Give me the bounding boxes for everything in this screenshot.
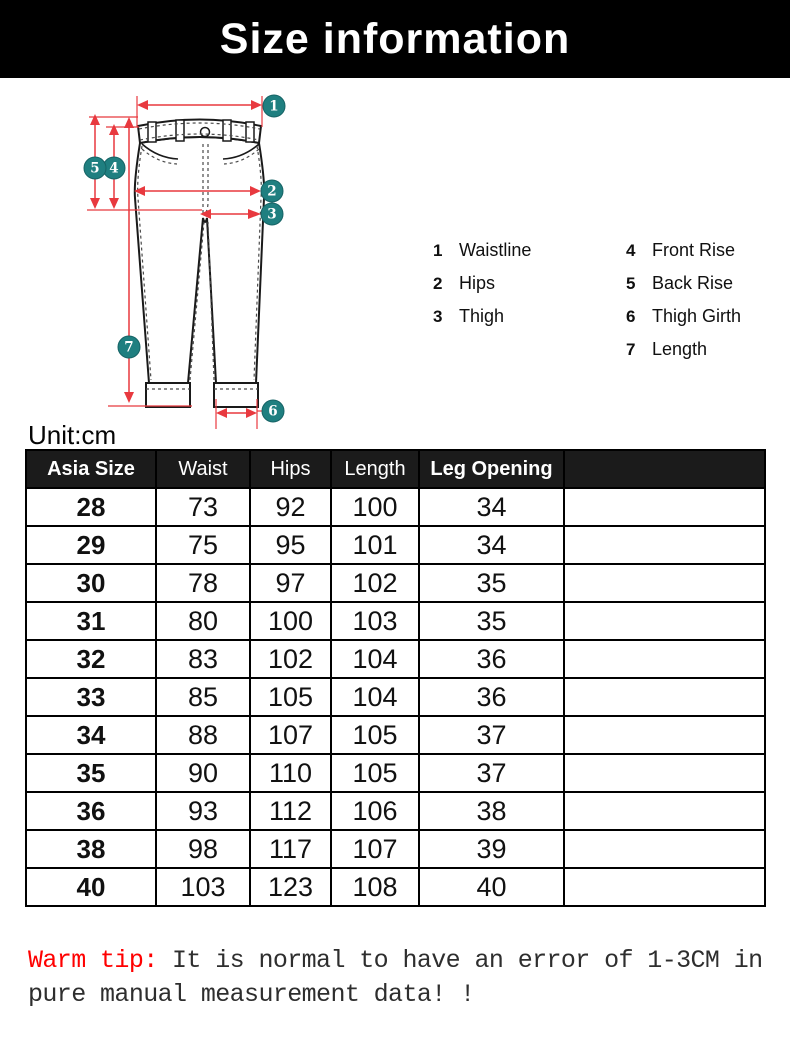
leg-opening-cell: 39 <box>419 830 564 868</box>
warm-tip-line2: pure manual measurement data! ! <box>28 980 475 1009</box>
column-header-empty <box>564 450 765 488</box>
asia-size-cell: 36 <box>26 792 156 830</box>
hips-cell: 97 <box>250 564 331 602</box>
empty-cell <box>564 678 765 716</box>
leg-opening-cell: 37 <box>419 754 564 792</box>
column-header-length: Length <box>331 450 419 488</box>
legend-item-label: Waistline <box>459 240 532 260</box>
size-table-row <box>26 678 765 716</box>
leg-opening-cell: 35 <box>419 602 564 640</box>
size-table-header-row <box>26 450 765 488</box>
size-table <box>25 449 766 907</box>
page-title: Size information <box>219 14 571 63</box>
marker-3 <box>261 203 283 225</box>
warm-tip-line1: It is normal to have an error of 1-3CM in <box>172 946 763 975</box>
length-cell: 101 <box>331 526 419 564</box>
legend-item-number: 5 <box>626 274 636 293</box>
leg-opening-cell: 34 <box>419 488 564 526</box>
legend-item-label: Back Rise <box>652 273 734 293</box>
length-cell: 104 <box>331 640 419 678</box>
empty-cell <box>564 640 765 678</box>
empty-cell <box>564 488 765 526</box>
marker-2 <box>261 180 283 202</box>
asia-size-cell: 28 <box>26 488 156 526</box>
asia-size-cell: 32 <box>26 640 156 678</box>
size-table-body <box>26 488 765 906</box>
asia-size-cell: 33 <box>26 678 156 716</box>
leg-opening-cell: 34 <box>419 526 564 564</box>
legend-item-number: 4 <box>626 241 636 260</box>
marker-1-number: 1 <box>269 98 279 115</box>
legend-item-label: Thigh Girth <box>652 306 742 326</box>
empty-cell <box>564 868 765 906</box>
leg-opening-cell: 36 <box>419 678 564 716</box>
empty-cell <box>564 754 765 792</box>
asia-size-cell: 29 <box>26 526 156 564</box>
length-cell: 108 <box>331 868 419 906</box>
size-table-row <box>26 526 765 564</box>
hips-cell: 112 <box>250 792 331 830</box>
size-table-row <box>26 830 765 868</box>
leg-opening-cell: 37 <box>419 716 564 754</box>
length-cell: 105 <box>331 716 419 754</box>
length-cell: 102 <box>331 564 419 602</box>
asia-size-cell: 31 <box>26 602 156 640</box>
legend-item-number: 1 <box>433 241 443 260</box>
legend-item <box>626 240 741 261</box>
leg-opening-cell: 35 <box>419 564 564 602</box>
waist-cell: 75 <box>156 526 250 564</box>
leg-opening-cell: 36 <box>419 640 564 678</box>
empty-cell <box>564 716 765 754</box>
legend-item <box>433 306 531 327</box>
marker-5-number: 5 <box>90 160 100 177</box>
marker-7-number: 7 <box>124 339 134 356</box>
marker-7 <box>118 336 140 358</box>
asia-size-cell: 40 <box>26 868 156 906</box>
hips-cell: 100 <box>250 602 331 640</box>
marker-5 <box>84 157 106 179</box>
length-cell: 103 <box>331 602 419 640</box>
asia-size-cell: 34 <box>26 716 156 754</box>
hips-cell: 117 <box>250 830 331 868</box>
empty-cell <box>564 526 765 564</box>
asia-size-cell: 38 <box>26 830 156 868</box>
marker-1 <box>263 95 285 117</box>
waist-cell: 83 <box>156 640 250 678</box>
hips-cell: 110 <box>250 754 331 792</box>
hips-cell: 95 <box>250 526 331 564</box>
hips-cell: 123 <box>250 868 331 906</box>
empty-cell <box>564 792 765 830</box>
legend-item-label: Front Rise <box>652 240 736 260</box>
waist-cell: 98 <box>156 830 250 868</box>
size-table-row <box>26 488 765 526</box>
waist-cell: 73 <box>156 488 250 526</box>
legend-item-number: 3 <box>433 307 443 326</box>
legend-item-number: 6 <box>626 307 636 326</box>
legend-item <box>433 240 531 261</box>
marker-3-number: 3 <box>267 206 277 223</box>
measurement-legend-column-2 <box>626 240 741 372</box>
hips-cell: 105 <box>250 678 331 716</box>
waist-cell: 78 <box>156 564 250 602</box>
column-header-asia-size: Asia Size <box>26 450 156 488</box>
size-table-row <box>26 716 765 754</box>
asia-size-cell: 35 <box>26 754 156 792</box>
warm-tip <box>28 944 763 1012</box>
asia-size-cell: 30 <box>26 564 156 602</box>
leg-opening-cell: 38 <box>419 792 564 830</box>
size-table-row <box>26 754 765 792</box>
hips-cell: 102 <box>250 640 331 678</box>
waist-cell: 90 <box>156 754 250 792</box>
marker-4-number: 4 <box>109 160 119 177</box>
legend-item-label: Thigh <box>459 306 505 326</box>
column-header-leg-opening: Leg Opening <box>419 450 564 488</box>
size-table-row <box>26 792 765 830</box>
waist-cell: 85 <box>156 678 250 716</box>
length-cell: 104 <box>331 678 419 716</box>
length-cell: 106 <box>331 792 419 830</box>
hips-cell: 107 <box>250 716 331 754</box>
pants-measurement-diagram <box>0 0 790 450</box>
marker-2-number: 2 <box>267 183 277 200</box>
waist-cell: 88 <box>156 716 250 754</box>
length-cell: 105 <box>331 754 419 792</box>
waist-cell: 80 <box>156 602 250 640</box>
legend-item <box>433 273 531 294</box>
size-table-row <box>26 564 765 602</box>
waist-cell: 93 <box>156 792 250 830</box>
legend-item-label: Length <box>652 339 708 359</box>
unit-label: Unit:cm <box>28 420 117 450</box>
waist-cell: 103 <box>156 868 250 906</box>
marker-6 <box>262 400 284 422</box>
legend-item-number: 7 <box>626 340 636 359</box>
marker-6-number: 6 <box>268 403 278 420</box>
pants-outline <box>135 120 265 408</box>
empty-cell <box>564 564 765 602</box>
legend-item-label: Hips <box>459 273 496 293</box>
legend-item <box>626 273 741 294</box>
legend-item-number: 2 <box>433 274 443 293</box>
empty-cell <box>564 830 765 868</box>
leg-opening-cell: 40 <box>419 868 564 906</box>
length-cell: 107 <box>331 830 419 868</box>
hips-cell: 92 <box>250 488 331 526</box>
size-table-row <box>26 640 765 678</box>
size-table-row <box>26 868 765 906</box>
length-cell: 100 <box>331 488 419 526</box>
measurement-legend-column-1 <box>433 240 531 339</box>
column-header-waist: Waist <box>156 450 250 488</box>
size-table-row <box>26 602 765 640</box>
column-header-hips: Hips <box>250 450 331 488</box>
warm-tip-label: Warm tip: <box>28 946 173 975</box>
legend-item <box>626 306 741 327</box>
legend-item <box>626 339 741 360</box>
empty-cell <box>564 602 765 640</box>
